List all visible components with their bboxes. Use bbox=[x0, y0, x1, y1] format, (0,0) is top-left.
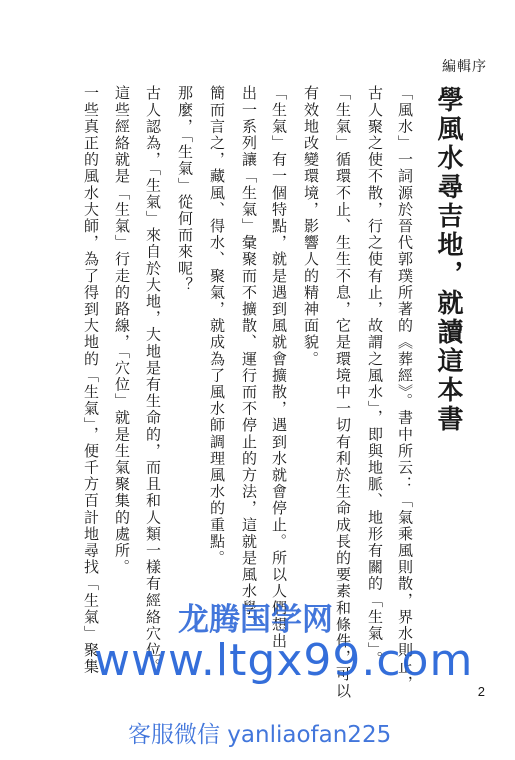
text-column-10: 這些經絡就是「生氣」行走的路線，「穴位」就是生氣聚集的處所。 bbox=[113, 85, 131, 576]
text-column-8: 那麼，「生氣」從何而來呢？ bbox=[176, 85, 194, 294]
text-column-9: 古人認為，「生氣」來自於大地，大地是有生命的，而且和人類一樣有經絡穴位。 bbox=[144, 85, 162, 676]
watermark-url: www.ltgx99.com bbox=[94, 635, 474, 686]
section-header: 編輯序 bbox=[442, 59, 487, 75]
text-column-7: 簡而言之，藏風、得水、聚氣，就成為了風水師調理風水的重點。 bbox=[208, 85, 226, 567]
page-number: 2 bbox=[477, 684, 485, 699]
text-column-11: 一些真正的風水大師，為了得到大地的「生氣」，便千方百計地尋找「生氣」聚集 bbox=[82, 85, 100, 676]
text-column-2: 古人聚之使不散，行之使有止，故謂之風水」，即與地脈、地形有關的「生氣」。 bbox=[366, 85, 384, 668]
text-column-5: 「生氣」有一個特點，就是遇到風就會擴散，遇到水就會停止。所以人們想出 bbox=[270, 85, 288, 650]
text-column-6: 出一系列讓「生氣」彙聚而不擴散、運行而不停止的方法，這就是風水學， bbox=[240, 85, 258, 633]
text-column-3: 「生氣」循環不止、生生不息，它是環境中一切有利於生命成長的要素和條件，可以 bbox=[334, 85, 352, 700]
text-column-4: 有效地改變環境，影響人的精神面貌。 bbox=[302, 85, 320, 368]
text-column-1: 「風水」一詞源於晉代郭璞所著的《葬經》。書中所云：「氣乘風則散，界水則止， bbox=[396, 85, 414, 692]
watermark-brand: 龙腾国学网 bbox=[178, 602, 333, 638]
page-title: 學風水尋吉地，就讀這本書 bbox=[433, 86, 463, 434]
watermark-contact: 客服微信 yanliaofan225 bbox=[128, 722, 392, 748]
